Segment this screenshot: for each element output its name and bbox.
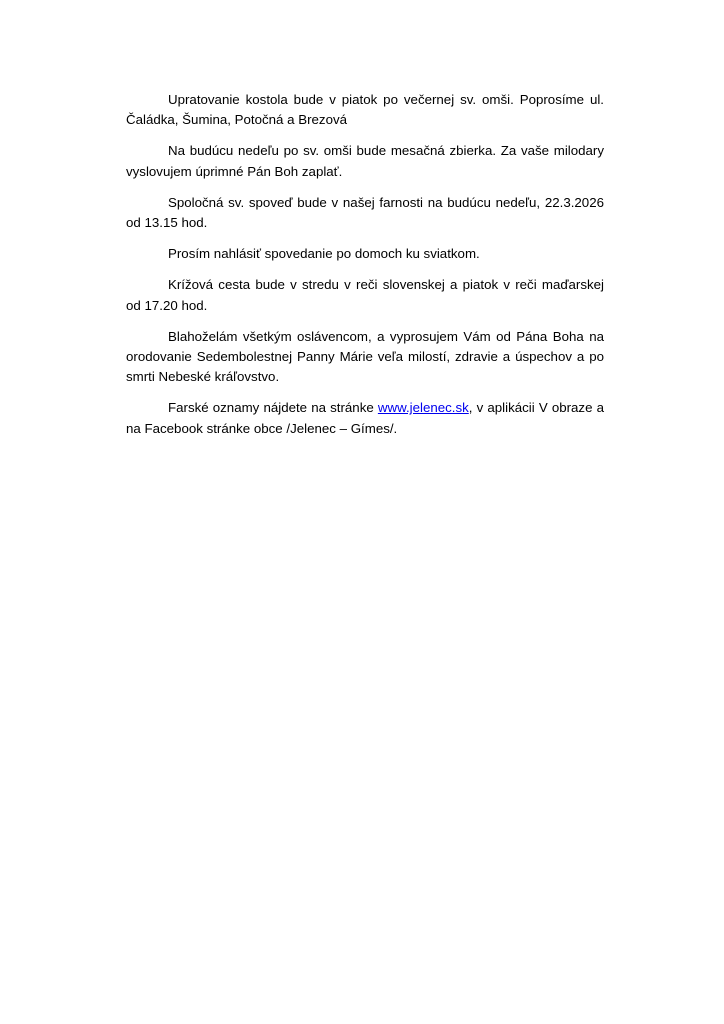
farske-oznamy-suffix: , v aplikácii V obraze a na Facebook stránke obce /Jelenec – Gímes/. bbox=[126, 400, 604, 436]
paragraph-spovedanie-po-domoch: Prosím nahlásiť spovedanie po domoch ku sviatkom. bbox=[168, 246, 480, 262]
paragraph-farske-oznamy bbox=[126, 398, 604, 438]
paragraph-spoved: Spoločná sv. spoveď bude v našej farnosti na budúcu nedeľu, 22.3.2026 od 13.15 hod. bbox=[126, 194, 604, 231]
paragraph-krizova-cesta: Krížová cesta bude v stredu v reči slovenskej a piatok v reči maďarskej od 17.20 hod. bbox=[126, 277, 604, 313]
farske-oznamy-prefix: Farské oznamy nájdete na stránke bbox=[168, 400, 378, 416]
paragraph-zbierka: Na budúcu nedeľu po sv. omši bude mesačná zbierka. Za vaše milodary vyslovujem úprimné Pán Boh zaplať. bbox=[126, 143, 604, 179]
jelenec-website-link[interactable]: www.jelenec.sk bbox=[377, 400, 469, 416]
paragraph-blahozelanie: Blahoželám všetkým oslávencom, a vyprosujem Vám od Pána Boha na orodovanie Sedembolestnej Panny Márie veľa milostí, zdravie a úspechov a po smrti Nebeské kráľovstvo. bbox=[126, 328, 604, 385]
paragraph-upratovanie: Upratovanie kostola bude v piatok po večernej sv. omši. Poprosíme ul. Čaládka, Šumina, Potočná a Brezová bbox=[126, 92, 604, 128]
document-body bbox=[126, 90, 604, 439]
